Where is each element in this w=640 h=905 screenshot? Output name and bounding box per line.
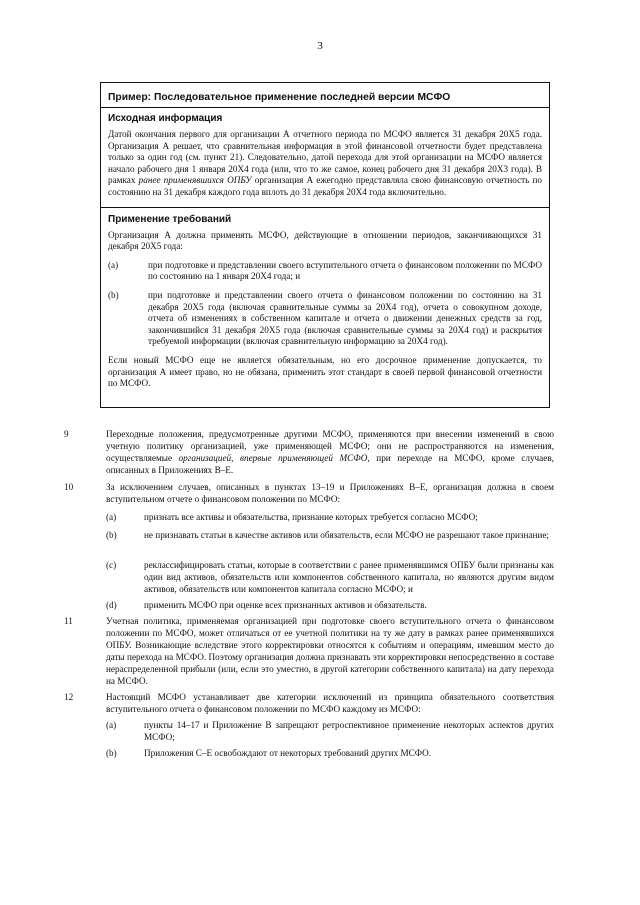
paragraph-emphasis: организацией, впервые применяющей МСФО (178, 453, 368, 463)
requirement-item (108, 260, 542, 283)
requirements-closing: Если новый МСФО еще не является обязательным, но его досрочное применение допускается, то организация А имеет право, но не обязана, применить этот стандарт в своей первой финансовой отчетности по МСФО. (108, 354, 542, 389)
paragraph-10-item (106, 559, 554, 595)
item-label: (b) (106, 748, 117, 758)
item-text: не признавать статьи в качестве активов или обязательств, если МСФО не разрешают такое признание; (144, 530, 549, 540)
paragraph-text: Переходные положения, предусмотренные другими МСФО, применяются при внесении изменений в свою учетную политику организацией, уже применяющей МСФО; они не распространяются на изменения, осуществляемые организацией, впервые применяющей МСФО, при переходе на МСФО, кроме случаев, описанных в Приложениях В–Е. (106, 429, 554, 475)
item-label: (d) (106, 600, 117, 610)
item-label: (c) (106, 560, 117, 570)
source-info-heading: Исходная информация (108, 113, 223, 124)
item-label: (a) (108, 259, 119, 270)
paragraph-12-item (106, 719, 554, 743)
paragraph-10-item (106, 599, 554, 611)
paragraph-12-item (106, 747, 554, 759)
example-title: Пример: Последовательное применение последней версии МСФО (101, 83, 549, 108)
item-label: (b) (106, 530, 117, 540)
item-label: (a) (106, 512, 117, 522)
paragraph-10-item (106, 511, 554, 523)
requirement-item (108, 290, 542, 348)
requirements-intro: Организация А должна применять МСФО, действующие в отношении периодов, заканчивающихся 31 декабря 20Х5 года: (108, 229, 542, 252)
item-text: реклассифицировать статьи, которые в соответствии с ранее применявшимся ОПБУ были признаны как один вид активов, обязательств или компонентов собственного капитала, но являются другим видом активов, обязательств или компонентов капитала согласно МСФО; и (144, 560, 554, 594)
paragraph-number: 10 (64, 482, 74, 492)
item-text: при подготовке и представлении своего вступительного отчета о финансовом положении по МСФО по состоянию на 1 января 20Х4 года; и (148, 259, 542, 282)
paragraph-number: 11 (64, 616, 73, 626)
paragraph-text: За исключением случаев, описанных в пунктах 13–19 и Приложениях В–Е, организация должна в своем вступительном отчете о финансовом положении по МСФО: (106, 482, 554, 504)
item-text: признать все активы и обязательства, признание которых требуется согласно МСФО; (144, 512, 478, 522)
item-label: (a) (106, 720, 117, 730)
requirements-heading: Применение требований (108, 213, 232, 225)
example-box (100, 82, 550, 408)
page-number: 3 (317, 40, 323, 52)
item-label: (b) (108, 289, 119, 300)
item-text: при подготовке и представлении своего отчета о финансовом положении по состоянию на 31 декабря 20Х5 года (включая сравнительные суммы за 20Х4 год), отчета о совокупном доходе, отчета об изменениях в собственном капитале и отчета о движении денежных средств за год, закончившийся 31 декабря 20Х5 года (включая сравнительные суммы за 20Х4 год) и раскрытия требуемой информации (включая сравнительную информацию за 20Х4 год). (148, 289, 542, 347)
paragraph-10-item (106, 529, 554, 541)
paragraph-number: 9 (64, 429, 69, 439)
item-text: применить МСФО при оценке всех признанных активов и обязательств. (144, 600, 427, 610)
item-text: пункты 14–17 и Приложение В запрещают ретроспективное применение некоторых аспектов других МСФО; (144, 720, 554, 742)
paragraph-text: Настоящий МСФО устанавливает две категории исключений из принципа обязательного соответствия вступительного отчета о финансовом положении по МСФО каждому из МСФО: (106, 692, 554, 714)
source-info-text: Датой окончания первого для организации А отчетного периода по МСФО является 31 декабря 20Х5 года. Организация А решает, что сравнительная информация в этой финансовой отчетности будет представлена только за один год (см. пункт 21). Следовательно, датой перехода для этой организации на МСФО является начало рабочего дня 1 января 20Х4 года (или, что то же самое, конец рабочего дня 31 декабря 20Х3 года). В рамках ранее применявшихся ОПБУ организация А ежегодно представляла свою финансовую отчетность по состоянию на 31 декабря каждого года вплоть до 31 декабря 20Х4 года включительно. (108, 129, 542, 197)
source-info-emphasis: ранее применявшихся ОПБУ (138, 175, 252, 186)
item-text: Приложения С–Е освобождают от некоторых требований других МСФО. (144, 748, 432, 758)
paragraph-text: Учетная политика, применяемая организацией при подготовке своего вступительного отчета о финансовом положении по МСФО, может отличаться от ее учетной политики на ту же дату в рамках ранее применявшихся ОПБУ. Возникающие вследствие этого корректировки относятся к событиям и операциям, имевшим место до даты перехода на МСФО. Поэтому организация должна признавать эти корректировки непосредственно в составе нераспределенной прибыли (или, если это уместно, в другой категории собственного капитала) на дату перехода на МСФО. (106, 616, 554, 686)
paragraph-number: 12 (64, 692, 74, 702)
